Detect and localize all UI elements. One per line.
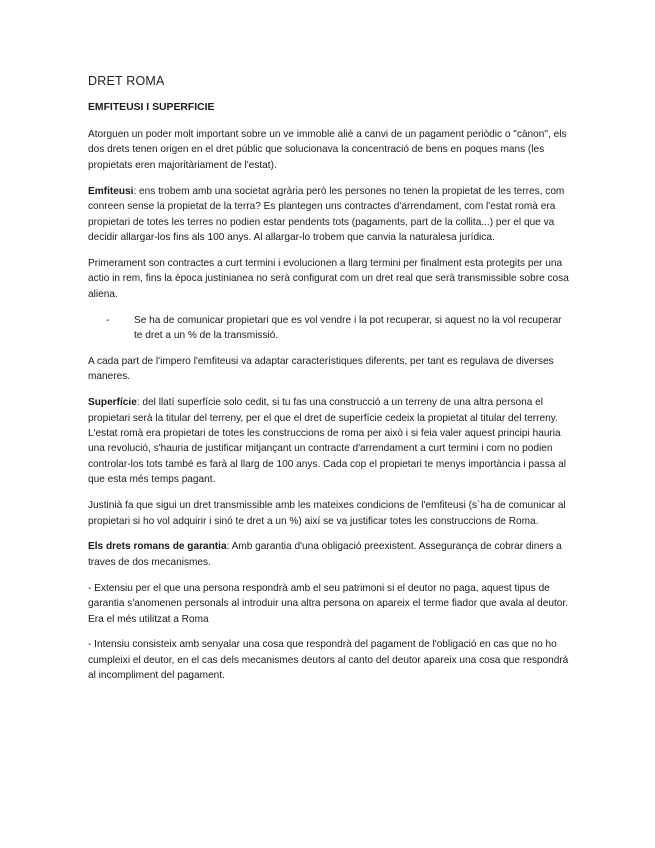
paragraph-garantia	[88, 539, 570, 570]
emfiteusi-lead: Emfiteusi	[88, 185, 134, 197]
section-title: EMFITEUSI I SUPERFICIE	[88, 102, 215, 113]
bullet-dash: -	[106, 314, 110, 326]
garantia-lead: Els drets romans de garantia	[88, 541, 227, 553]
bullet-text: Se ha de comunicar propietari que es vol vendre i la pot recuperar, si aquest no la vol recuperar te dret a un % de la transmissió.	[134, 314, 562, 341]
list-item	[88, 313, 570, 344]
paragraph-extensiu: - Extensiu per el que una persona respondrà amb el seu patrimoni si el deutor no paga, aquest tipus de garantia s'anomenen personals al introduir una altra persona on apareix el terme fiador que avala al deutor. Era el més utilitzat a Roma	[88, 582, 568, 625]
paragraph-empire: A cada part de l'impero l'emfiteusi va adaptar característiques diferents, per tant es regulava de diverses maneres.	[88, 355, 554, 383]
document-title: DRET ROMA	[88, 74, 165, 88]
garantia-text: : Amb garantia d'una obligació preexistent. Assegurança de cobrar diners a traves de dos mecanismes.	[88, 541, 562, 568]
paragraph-emfiteusi	[88, 184, 570, 246]
paragraph-intensiu: - Intensiu consisteix amb senyalar una cosa que respondrà del pagament de l'obligació en cas que no ho cumpleixi el deutor, en el cas dels mecanismes deutors al canto del deutor apareix una cosa que respondrà al incompliment del pagament.	[88, 639, 569, 682]
paragraph-contracts: Primerament son contractes a curt termini i evolucionen a llarg termini per finalment esta protegits per una actio in rem, fins la època justinianea no serà configurat com un dret real que serà transmissible sobre cosa aliena.	[88, 257, 569, 300]
superficie-text: : del llatí superfície solo cedit, si tu fas una construcció a un terreny de una altra persona el propietari serà la titular del terreny, per el que el dret de superfície cedeix la propietat al titular del terreny. L'estat romà era propietari de totes les construccions de roma per això i si feia valer aquest principi hauria una revolució, s'hauria de justificar mitjançant un contracte d'arrendament a curt termini i com no podien controlar-los tots també es farà al llarg de 100 anys. Cada cop el propietari te menys importància i passa al que esta més temps pagant.	[88, 397, 567, 486]
paragraph-justinia: Justinià fa que sigui un dret transmissible amb les mateixes condicions de l'emfiteusi (s`ha de comunicar al propietari si ho vol adquirir i sinó te dret a un %) així se va justificar totes les construccions de Roma.	[88, 500, 566, 527]
paragraph-superficie	[88, 395, 570, 487]
superficie-lead: Superfície	[88, 397, 137, 409]
document-page	[88, 74, 570, 694]
emfiteusi-text: : ens trobem amb una societat agrària però les persones no tenen la propietat de les terres, com conreen sense la propietat de la terra? Es plantegen uns contractes d'arrendament, com l'estat romà era propietari de totes les terres no podien estar pendents tots (pagaments, part de la collita...) per el que va decidir allargar-los fins als 100 anys. Al allargar-lo trobem que canvia la naturalesa jurídica.	[88, 185, 565, 243]
paragraph-intro: Atorguen un poder molt important sobre un ve immoble aliè a canvi de un pagament periòdic o "cànon", els dos drets tenen origen en el dret públic que solucionava la concentració de bens en poques mans (les propietats eren majoritàriament de l'estat).	[88, 129, 567, 171]
